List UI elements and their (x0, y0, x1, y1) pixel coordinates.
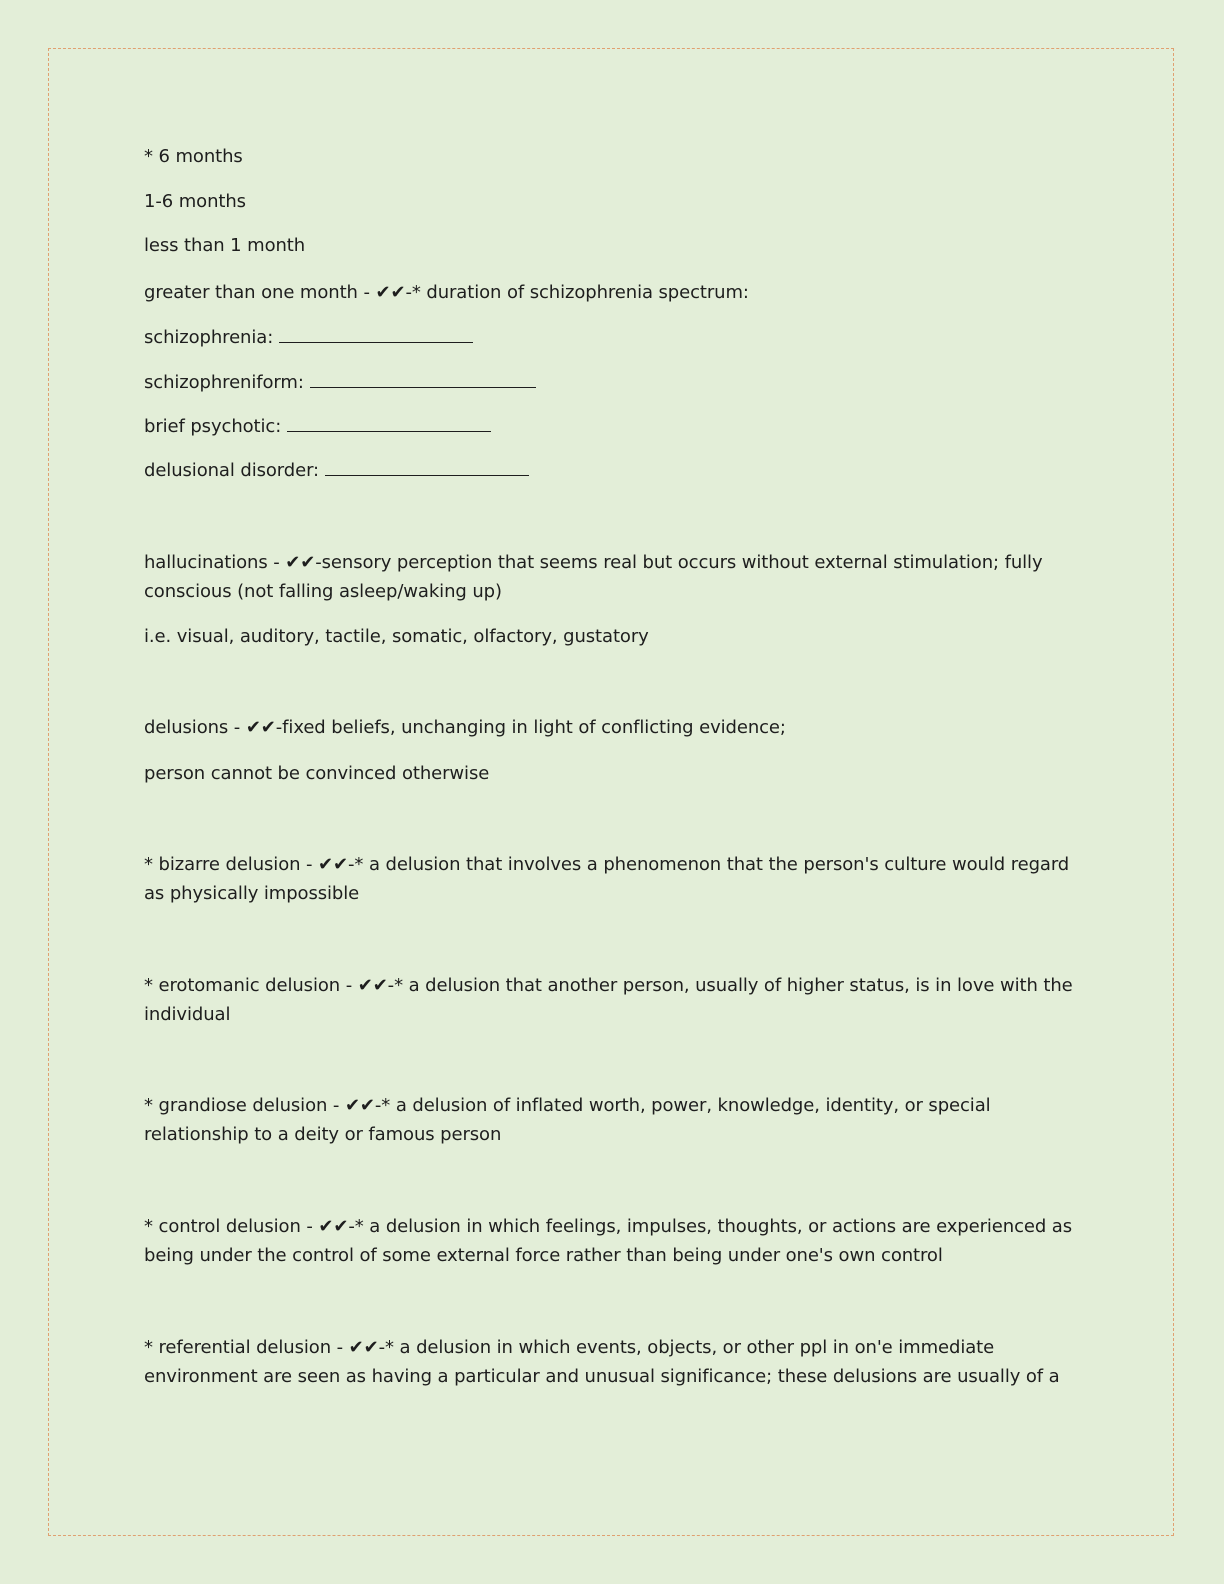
answer-blank (325, 459, 529, 476)
fill-in-brief-psychotic (144, 412, 491, 441)
answer-blank (287, 415, 491, 432)
fill-label: schizophrenia: (144, 327, 274, 348)
fill-in-schizophreniform (144, 368, 536, 397)
control-delusion-card: * control delusion - ✔✔-* a delusion in which feelings, impulses, thoughts, or actions are experienced as being under the control of some external force rather than being under one's own control (144, 1216, 1073, 1266)
duration-option-1: * 6 months (144, 146, 243, 167)
fill-in-schizophrenia (144, 323, 473, 352)
delusions-note: person cannot be convinced otherwise (144, 763, 490, 784)
fill-in-delusional-disorder (144, 456, 529, 485)
fill-label: delusional disorder: (144, 460, 320, 481)
bizarre-delusion-card: * bizarre delusion - ✔✔-* a delusion that involves a phenomenon that the person's culture would regard as physically impossible (144, 854, 1070, 904)
answer-blank (279, 326, 473, 343)
fill-label: schizophreniform: (144, 372, 304, 393)
fill-label: brief psychotic: (144, 416, 282, 437)
answer-blank (310, 371, 536, 388)
delusions-definition: delusions - ✔✔-fixed beliefs, unchanging in light of conflicting evidence; (144, 717, 786, 738)
grandiose-delusion-card: * grandiose delusion - ✔✔-* a delusion of inflated worth, power, knowledge, identity, or special relationship to a deity or famous person (144, 1095, 991, 1145)
duration-question: greater than one month - ✔✔-* duration of schizophrenia spectrum: (144, 282, 749, 303)
erotomanic-delusion-card: * erotomanic delusion - ✔✔-* a delusion that another person, usually of higher status, is in love with the individual (144, 975, 1073, 1025)
referential-delusion-card: * referential delusion - ✔✔-* a delusion in which events, objects, or other ppl in on'e immediate environment are seen as having a particular and unusual significance; these delusions are usually of a (144, 1337, 1060, 1387)
hallucinations-examples: i.e. visual, auditory, tactile, somatic, olfactory, gustatory (144, 626, 649, 647)
duration-option-2: 1-6 months (144, 191, 246, 212)
hallucinations-definition: hallucinations - ✔✔-sensory perception that seems real but occurs without external stimulation; fully conscious (not falling asleep/waking up) (144, 552, 1043, 602)
duration-option-3: less than 1 month (144, 235, 306, 256)
page-border (48, 48, 1174, 1536)
